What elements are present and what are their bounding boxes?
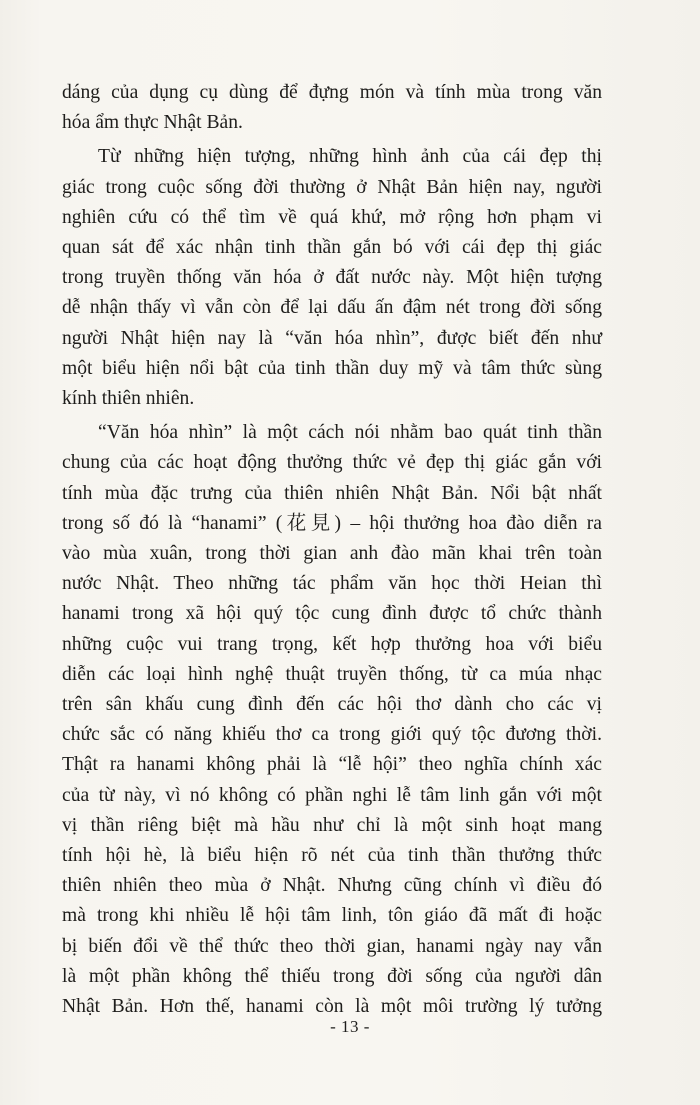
text-line: là một phần không thể thiếu trong đời sống của người dân [62, 965, 602, 987]
text-line: Thật ra hanami không phải là “lễ hội” theo nghĩa chính xác [62, 754, 602, 776]
text-line: trong truyền thống văn hóa ở đất nước này. Một hiện tượng [62, 267, 602, 289]
text-line: nước Nhật. Theo những tác phẩm văn học thời Heian thì [62, 573, 602, 595]
body-text [62, 78, 602, 1022]
text-line: dễ nhận thấy vì vẫn còn để lại dấu ấn đậm nét trong đời sống [62, 297, 602, 319]
text-line: quan sát để xác nhận tinh thần gắn bó với cái đẹp thị giác [62, 237, 602, 259]
text-line: trong số đó là “hanami” (花見) – hội thưởng hoa đào diễn ra [62, 512, 602, 534]
text-line: tính mùa đặc trưng của thiên nhiên Nhật Bản. Nổi bật nhất [62, 482, 602, 504]
text-line: bị biến đổi về thể thức theo thời gian, hanami ngày nay vẫn [62, 935, 602, 957]
text-line: “Văn hóa nhìn” là một cách nói nhằm bao quát tinh thần [98, 422, 602, 444]
paragraph [62, 418, 602, 1022]
paragraph [62, 78, 602, 138]
text-line: Từ những hiện tượng, những hình ảnh của cái đẹp thị [98, 146, 602, 168]
text-line: nghiên cứu có thể tìm về quá khứ, mở rộng hơn phạm vi [62, 206, 602, 228]
page-number: - 13 - [330, 1017, 370, 1036]
text-line: trên sân khấu cung đình đến các hội thơ dành cho các vị [62, 694, 602, 716]
text-line: Nhật Bản. Hơn thế, hanami còn là một môi trường lý tưởng [62, 996, 602, 1018]
text-line: hanami trong xã hội quý tộc cung đình được tổ chức thành [62, 603, 602, 625]
text-line: thiên nhiên theo mùa ở Nhật. Nhưng cũng chính vì điều đó [62, 875, 602, 897]
text-line: người Nhật hiện nay là “văn hóa nhìn”, được biết đến như [62, 327, 602, 349]
text-line: chung của các hoạt động thưởng thức vẻ đẹp thị giác gắn với [62, 452, 602, 474]
text-line: của từ này, vì nó không có phần nghi lễ tâm linh gắn với một [62, 784, 602, 806]
text-line: giác trong cuộc sống đời thường ở Nhật Bản hiện nay, người [62, 176, 602, 198]
text-line: mà trong khi nhiều lễ hội tâm linh, tôn giáo đã mất đi hoặc [62, 905, 602, 927]
text-line: dáng của dụng cụ dùng để đựng món và tính mùa trong văn [62, 82, 602, 103]
text-line: những cuộc vui trang trọng, kết hợp thưởng hoa với biểu [62, 633, 602, 655]
text-line: diễn các loại hình nghệ thuật truyền thống, từ ca múa nhạc [62, 663, 602, 685]
text-line: tính hội hè, là biểu hiện rõ nét của tinh thần thưởng thức [62, 845, 602, 867]
text-line: một biểu hiện nổi bật của tinh thần duy mỹ và tâm thức sùng [62, 357, 602, 379]
text-line: hóa ẩm thực Nhật Bản. [62, 112, 243, 134]
text-line: chức sắc có năng khiếu thơ ca trong giới quý tộc đương thời. [62, 724, 602, 746]
paragraph [62, 142, 602, 414]
text-line: vị thần riêng biệt mà hầu như chỉ là một sinh hoạt mang [62, 814, 602, 836]
text-line: vào mùa xuân, trong thời gian anh đào mãn khai trên toàn [62, 543, 602, 565]
text-line: kính thiên nhiên. [62, 388, 195, 410]
